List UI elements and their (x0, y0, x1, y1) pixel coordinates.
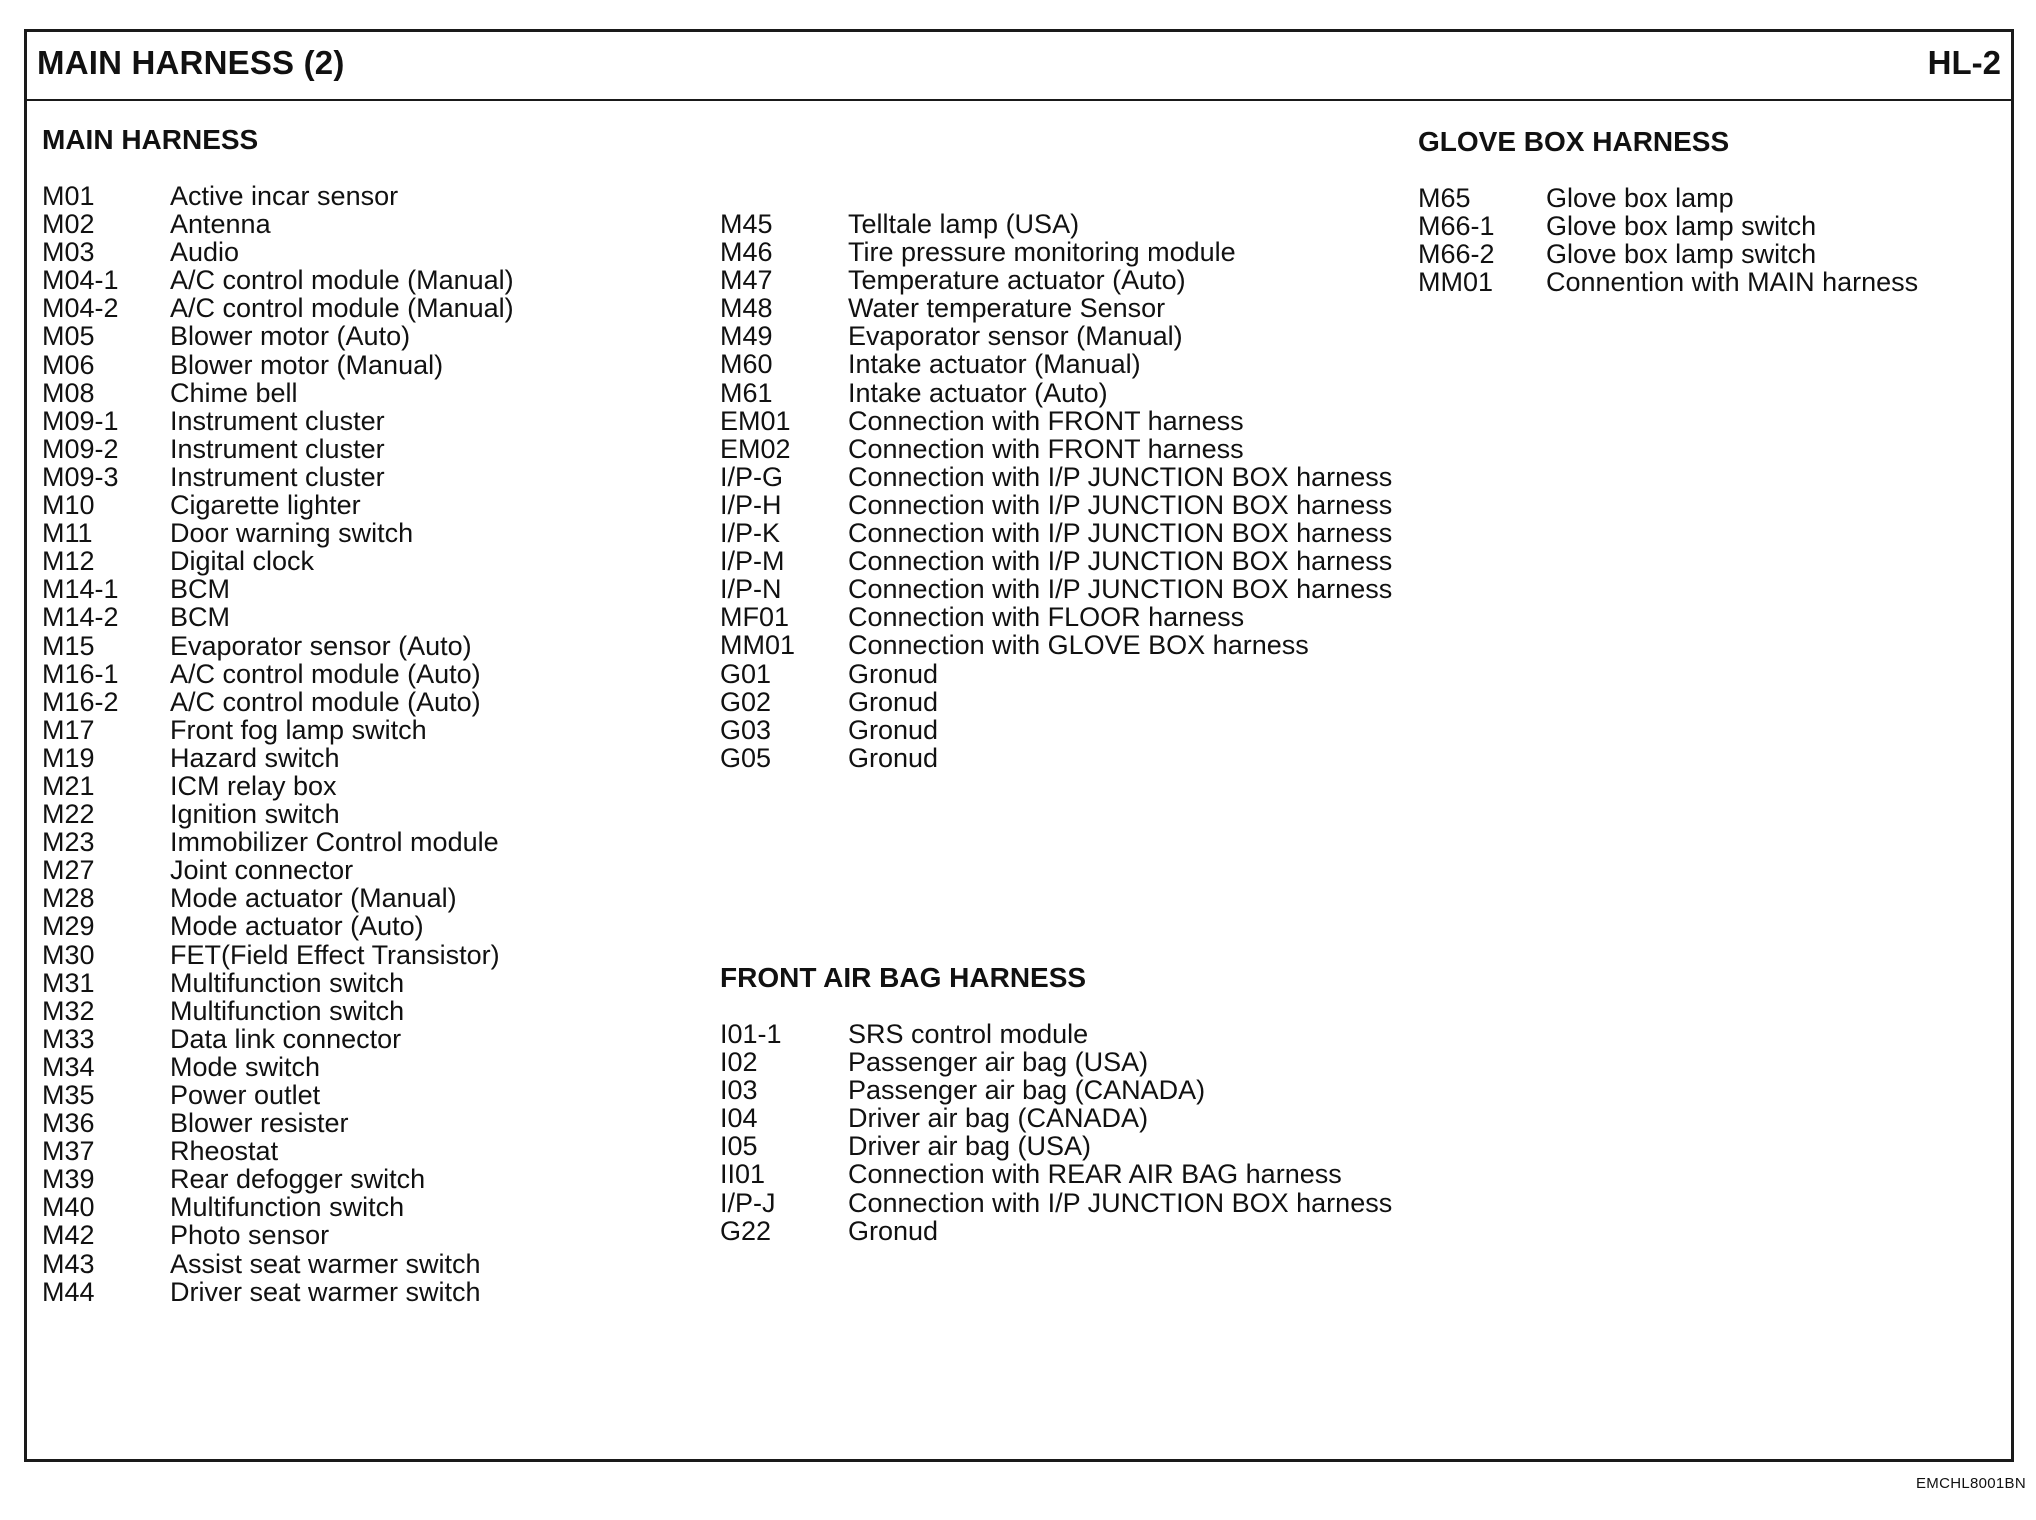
connector-code: M66-1 (1418, 211, 1495, 242)
connector-description: Connection with I/P JUNCTION BOX harness (848, 574, 1393, 605)
page-title: MAIN HARNESS (2) (37, 44, 345, 81)
connector-row (1418, 268, 1918, 296)
connector-code: M29 (42, 911, 95, 942)
connector-row (42, 856, 514, 884)
connector-row (42, 1278, 514, 1306)
connector-row (720, 1160, 1392, 1188)
connector-description: Active incar sensor (170, 181, 399, 211)
connector-row (1418, 240, 1918, 268)
connector-description: Glove box lamp (1546, 183, 1734, 213)
connector-code: M06 (42, 349, 95, 380)
connector-description: Driver air bag (USA) (848, 1131, 1092, 1162)
connector-row (720, 210, 1392, 238)
connector-description: FET(Field Effect Transistor) (170, 939, 500, 970)
connector-row (42, 1137, 514, 1165)
connector-description: Power outlet (170, 1080, 321, 1110)
connector-code: M49 (720, 321, 773, 352)
connector-code: MF01 (720, 602, 790, 633)
connector-code: M09-1 (42, 405, 119, 436)
connector-code: I/P-G (720, 461, 784, 492)
connector-code: M19 (42, 742, 95, 773)
connector-code: I03 (720, 1075, 758, 1106)
connector-description: Mode switch (170, 1051, 321, 1082)
connector-description: A/C control module (Manual) (170, 293, 514, 324)
connector-row (720, 1020, 1392, 1048)
connector-row (42, 969, 514, 997)
connector-code: M39 (42, 1164, 95, 1195)
connector-description: Gronud (848, 686, 939, 717)
connector-code: MM01 (720, 630, 796, 661)
connector-description: Passenger air bag (CANADA) (848, 1075, 1206, 1106)
connector-code: I02 (720, 1047, 758, 1078)
connector-code: M17 (42, 714, 95, 745)
connector-description: Assist seat warmer switch (170, 1248, 481, 1279)
connector-code: M61 (720, 377, 773, 408)
connector-row (42, 800, 514, 828)
connector-code: M34 (42, 1051, 95, 1082)
connector-description: Passenger air bag (USA) (848, 1047, 1149, 1078)
connector-code: G22 (720, 1215, 772, 1246)
connector-description: Audio (170, 237, 240, 268)
connector-description: Chime bell (170, 377, 298, 408)
connector-row (42, 1109, 514, 1137)
front-air-bag-harness-section (720, 962, 1392, 1245)
connector-code: EM02 (720, 433, 791, 464)
connector-row (42, 547, 514, 575)
connector-description: Instrument cluster (170, 433, 385, 464)
connector-row (42, 435, 514, 463)
connector-description: Instrument cluster (170, 461, 385, 492)
connector-code: M23 (42, 827, 95, 858)
connector-description: Blower motor (Auto) (170, 321, 411, 352)
connector-code: M46 (720, 237, 773, 268)
connector-code: M12 (42, 546, 95, 577)
connector-row (720, 435, 1392, 463)
connector-code: I/P-M (720, 546, 785, 577)
connector-code: M14-1 (42, 574, 119, 605)
connector-row (720, 294, 1392, 322)
connector-description: Hazard switch (170, 742, 340, 773)
connector-code: M10 (42, 490, 95, 521)
connector-row (42, 266, 514, 294)
connector-row (720, 463, 1392, 491)
connector-row (42, 660, 514, 688)
connector-description: Gronud (848, 742, 939, 773)
connector-description: Multifunction switch (170, 995, 405, 1026)
connector-row (42, 575, 514, 603)
connector-code: M44 (42, 1276, 95, 1307)
connector-code: I04 (720, 1103, 758, 1134)
connector-code: M30 (42, 939, 95, 970)
connector-description: Connention with MAIN harness (1546, 267, 1919, 298)
connector-code: I/P-H (720, 489, 782, 520)
connector-row (720, 322, 1392, 350)
connector-description: Multifunction switch (170, 1192, 405, 1223)
connector-row (42, 1221, 514, 1249)
connector-row (42, 884, 514, 912)
connector-description: Instrument cluster (170, 405, 385, 436)
connector-code: M66-2 (1418, 239, 1495, 270)
connector-description: Cigarette lighter (170, 490, 361, 521)
main-harness-continued-list (720, 210, 1392, 772)
connector-description: Connection with REAR AIR BAG harness (848, 1159, 1342, 1190)
connector-description: Connection with FRONT harness (848, 433, 1244, 464)
connector-code: M48 (720, 293, 773, 324)
connector-code: M16-1 (42, 658, 119, 689)
connector-row (720, 547, 1392, 575)
connector-description: Multifunction switch (170, 967, 405, 998)
main-harness-title: MAIN HARNESS (42, 124, 259, 155)
connector-row (720, 1217, 1392, 1245)
connector-code: M08 (42, 377, 95, 408)
connector-description: Connection with I/P JUNCTION BOX harness (848, 461, 1393, 492)
connector-description: Front fog lamp switch (170, 714, 427, 745)
connector-row (720, 716, 1392, 744)
main-harness-section (42, 124, 514, 1306)
connector-code: I/P-K (720, 518, 781, 549)
connector-code: G02 (720, 686, 772, 717)
main-harness-list (42, 182, 514, 1306)
connector-code: I/P-N (720, 574, 782, 605)
connector-row (42, 941, 514, 969)
connector-description: A/C control module (Auto) (170, 658, 481, 689)
document-code: EMCHL8001BN (1915, 1475, 2026, 1492)
connector-description: Gronud (848, 1215, 939, 1246)
connector-code: M04-1 (42, 265, 119, 296)
connector-description: BCM (170, 602, 230, 633)
connector-description: ICM relay box (170, 770, 337, 801)
connector-code: M01 (42, 181, 95, 211)
connector-code: M11 (42, 518, 93, 549)
connector-row (720, 491, 1392, 519)
connector-row (42, 744, 514, 772)
connector-row (42, 1053, 514, 1081)
connector-description: Evaporator sensor (Manual) (848, 321, 1183, 352)
connector-code: M15 (42, 630, 95, 661)
connector-code: M14-2 (42, 602, 119, 633)
connector-row (720, 379, 1392, 407)
connector-code: II01 (720, 1159, 766, 1190)
connector-row (42, 603, 514, 631)
connector-description: Connection with FLOOR harness (848, 602, 1245, 633)
connector-description: Driver seat warmer switch (170, 1276, 481, 1307)
connector-row (1418, 212, 1918, 240)
connector-code: G01 (720, 658, 772, 689)
connector-row (42, 322, 514, 350)
connector-description: BCM (170, 574, 230, 605)
connector-description: Antenna (170, 209, 271, 240)
connector-description: Intake actuator (Manual) (848, 349, 1141, 380)
connector-code: M05 (42, 321, 95, 352)
connector-row (720, 1189, 1392, 1217)
connector-description: Evaporator sensor (Auto) (170, 630, 472, 661)
connector-description: Mode actuator (Auto) (170, 911, 424, 942)
connector-row (720, 603, 1392, 631)
glove-box-harness-title: GLOVE BOX HARNESS (1418, 126, 1730, 157)
connector-row (42, 632, 514, 660)
connector-code: I01-1 (720, 1019, 782, 1049)
connector-row (42, 688, 514, 716)
connector-code: M33 (42, 1023, 95, 1054)
connector-description: Water temperature Sensor (848, 293, 1166, 324)
front-air-bag-harness-title: FRONT AIR BAG HARNESS (720, 962, 1087, 993)
connector-description: Connection with I/P JUNCTION BOX harness (848, 1187, 1393, 1218)
connector-row (720, 519, 1392, 547)
connector-row (720, 407, 1392, 435)
connector-description: Ignition switch (170, 799, 340, 830)
front-air-bag-harness-list (720, 1020, 1392, 1245)
connector-code: M35 (42, 1080, 95, 1110)
connector-description: Joint connector (170, 855, 354, 886)
connector-row (720, 1076, 1392, 1104)
connector-row (42, 491, 514, 519)
connector-code: G03 (720, 714, 772, 745)
connector-code: M02 (42, 209, 95, 240)
connector-description: Blower resister (170, 1108, 349, 1139)
connector-description: Connection with FRONT harness (848, 405, 1244, 436)
connector-code: MM01 (1418, 267, 1494, 298)
connector-description: Gronud (848, 714, 939, 745)
connector-row (42, 210, 514, 238)
connector-code: M16-2 (42, 686, 119, 717)
connector-code: M42 (42, 1220, 95, 1251)
connector-row (42, 351, 514, 379)
connector-row (1418, 184, 1918, 212)
connector-description: SRS control module (848, 1019, 1089, 1049)
connector-code: M03 (42, 237, 95, 268)
connector-description: Blower motor (Manual) (170, 349, 444, 380)
connector-row (42, 463, 514, 491)
connector-row (720, 1132, 1392, 1160)
connector-description: Glove box lamp switch (1546, 239, 1817, 270)
connector-code: M43 (42, 1248, 95, 1279)
connector-row (42, 519, 514, 547)
connector-row (720, 688, 1392, 716)
connector-code: M60 (720, 349, 773, 380)
connector-row (720, 350, 1392, 378)
connector-description: Tire pressure monitoring module (848, 237, 1236, 268)
connector-description: Door warning switch (170, 518, 414, 549)
connector-row (720, 575, 1392, 603)
connector-description: Gronud (848, 658, 939, 689)
connector-row (42, 997, 514, 1025)
connector-row (42, 912, 514, 940)
connector-description: Connection with GLOVE BOX harness (848, 630, 1309, 661)
connector-description: Connection with I/P JUNCTION BOX harness (848, 489, 1393, 520)
main-harness-continued-section (720, 210, 1392, 772)
connector-code: I05 (720, 1131, 758, 1162)
connector-row (42, 1193, 514, 1221)
connector-code: M45 (720, 209, 773, 239)
connector-code: M37 (42, 1136, 95, 1167)
connector-row (42, 407, 514, 435)
connector-description: A/C control module (Manual) (170, 265, 514, 296)
connector-row (42, 772, 514, 800)
connector-code: M65 (1418, 183, 1471, 213)
connector-description: Digital clock (170, 546, 315, 577)
connector-row (42, 828, 514, 856)
connector-description: Connection with I/P JUNCTION BOX harness (848, 546, 1393, 577)
connector-row (720, 266, 1392, 294)
connector-row (720, 1048, 1392, 1076)
connector-row (42, 379, 514, 407)
connector-code: G05 (720, 742, 772, 773)
connector-code: M21 (42, 770, 95, 801)
connector-row (720, 660, 1392, 688)
connector-description: Temperature actuator (Auto) (848, 265, 1186, 296)
connector-code: M36 (42, 1108, 95, 1139)
header-bar (27, 32, 2011, 101)
connector-code: M27 (42, 855, 95, 886)
connector-description: Mode actuator (Manual) (170, 883, 457, 914)
connector-code: M22 (42, 799, 95, 830)
glove-box-harness-section (1418, 126, 1918, 296)
connector-description: Glove box lamp switch (1546, 211, 1817, 242)
connector-description: Intake actuator (Auto) (848, 377, 1108, 408)
connector-row (720, 1104, 1392, 1132)
connector-description: Data link connector (170, 1023, 402, 1054)
page-code: HL-2 (1927, 44, 2001, 81)
connector-code: I/P-J (720, 1187, 776, 1218)
connector-row (42, 294, 514, 322)
connector-description: Rear defogger switch (170, 1164, 426, 1195)
connector-description: Telltale lamp (USA) (848, 209, 1080, 239)
connector-row (42, 716, 514, 744)
connector-description: Connection with I/P JUNCTION BOX harness (848, 518, 1393, 549)
connector-code: M47 (720, 265, 773, 296)
connector-code: M32 (42, 995, 95, 1026)
glove-box-harness-list (1418, 184, 1918, 296)
connector-row (42, 1025, 514, 1053)
connector-description: Photo sensor (170, 1220, 330, 1251)
connector-description: Immobilizer Control module (170, 827, 499, 858)
connector-code: M31 (42, 967, 95, 998)
connector-code: EM01 (720, 405, 791, 436)
connector-row (720, 631, 1392, 659)
connector-code: M28 (42, 883, 95, 914)
connector-row (42, 182, 514, 210)
connector-row (42, 1250, 514, 1278)
connector-description: A/C control module (Auto) (170, 686, 481, 717)
connector-row (42, 238, 514, 266)
connector-description: Rheostat (170, 1136, 279, 1167)
connector-code: M40 (42, 1192, 95, 1223)
connector-code: M09-2 (42, 433, 119, 464)
connector-row (42, 1165, 514, 1193)
connector-code: M09-3 (42, 461, 119, 492)
connector-row (720, 238, 1392, 266)
connector-description: Driver air bag (CANADA) (848, 1103, 1149, 1134)
connector-code: M04-2 (42, 293, 119, 324)
connector-row (720, 744, 1392, 772)
connector-row (42, 1081, 514, 1109)
